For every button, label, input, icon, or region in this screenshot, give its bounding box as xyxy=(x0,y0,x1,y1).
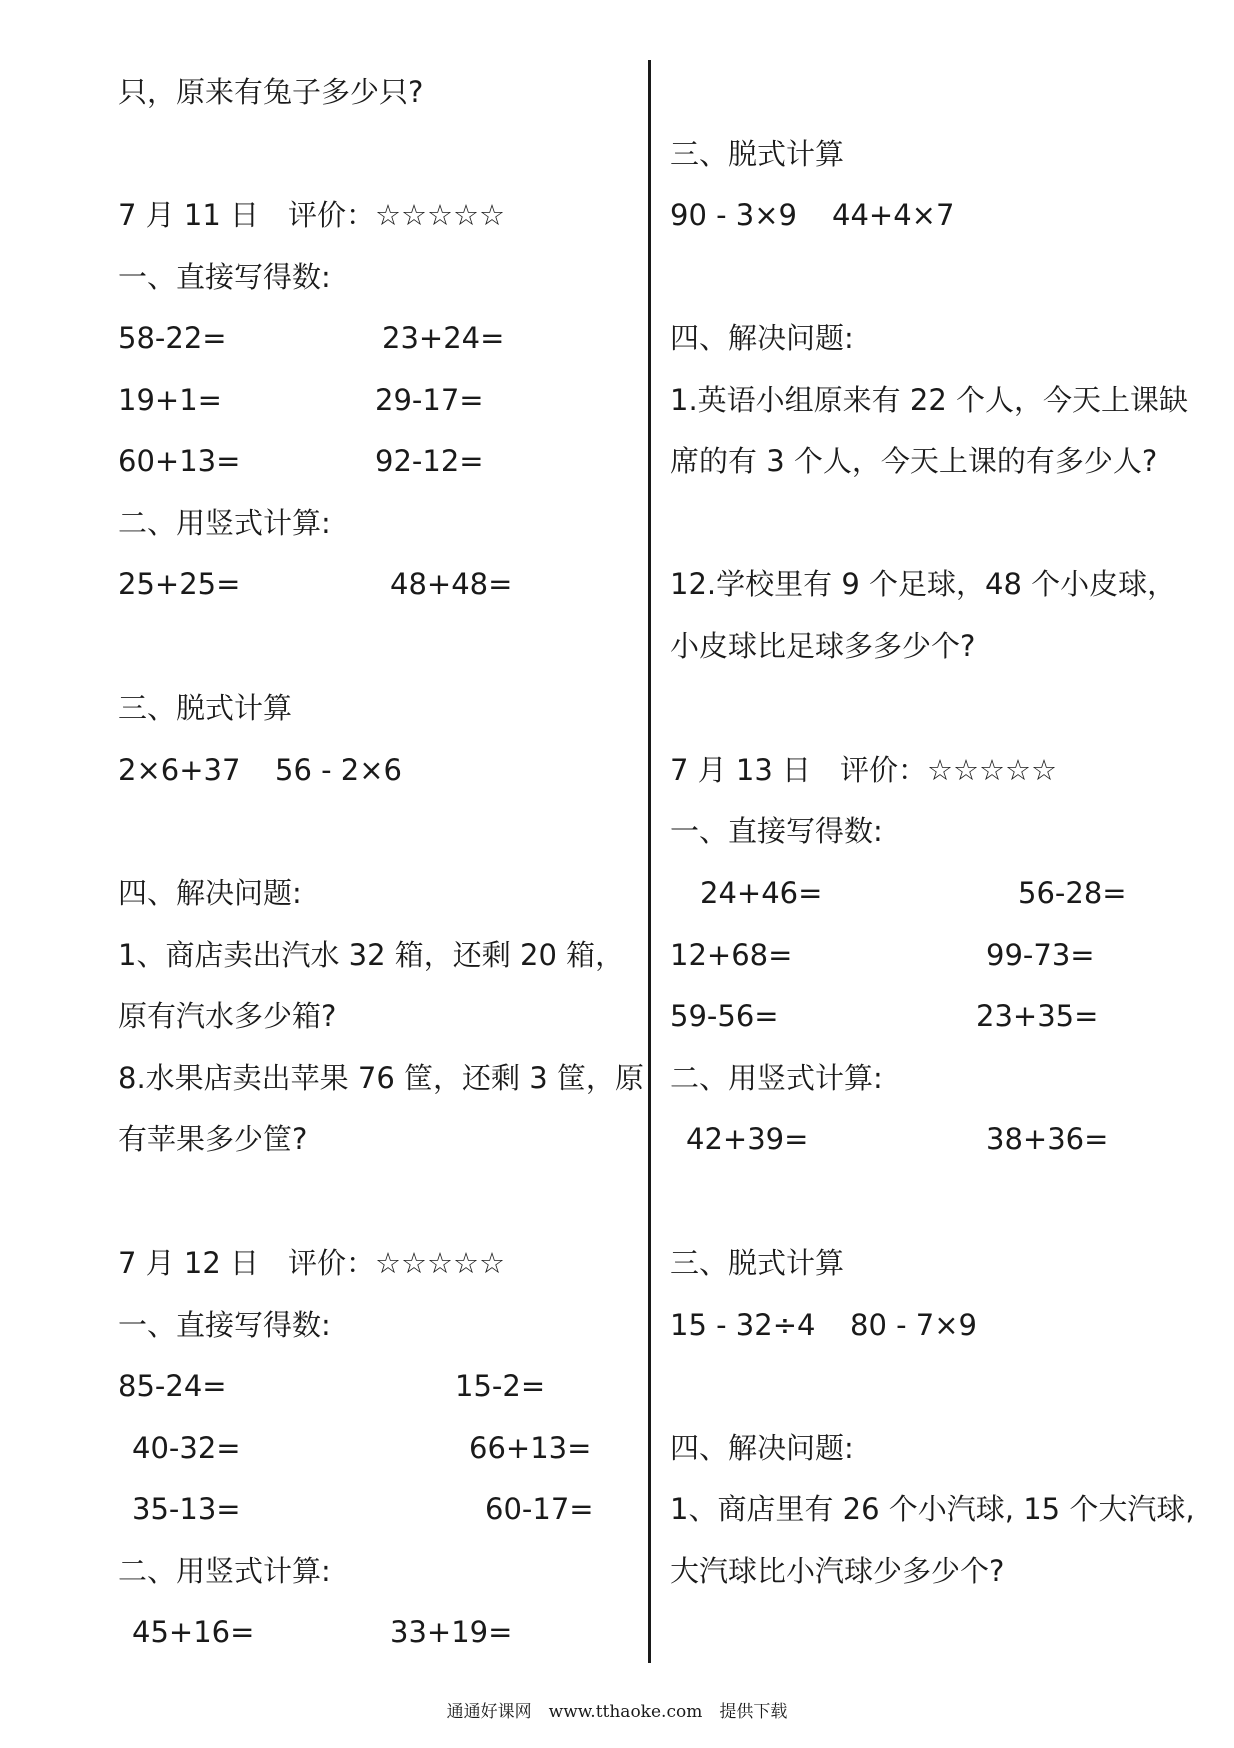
day-11-direct-1b: 23+24= xyxy=(382,321,505,355)
day-12-section-2-title: 二、用竖式计算: xyxy=(118,1554,331,1588)
day-12-section-3-title: 三、脱式计算 xyxy=(670,137,845,171)
day-13-direct-2b: 99-73= xyxy=(986,938,1095,972)
day-12-calc-1b: 44+4×7 xyxy=(832,198,955,232)
day-11-direct-2a: 19+1= xyxy=(118,383,222,417)
day-13-vertical-1b: 38+36= xyxy=(986,1122,1109,1156)
day-11-direct-3b: 92-12= xyxy=(375,444,484,478)
day-13-direct-3a: 59-56= xyxy=(670,999,779,1033)
day-12-problem-2-line-2: 小皮球比足球多多少个? xyxy=(670,629,976,663)
day-11-calc-1b: 56 - 2×6 xyxy=(275,753,403,787)
day-12-direct-3b: 60-17= xyxy=(485,1492,594,1526)
day-11-section-2-title: 二、用竖式计算: xyxy=(118,506,331,540)
day-12-section-1-title: 一、直接写得数: xyxy=(118,1308,331,1342)
day-11-problem-2-line-1: 8.水果店卖出苹果 76 筐，还剩 3 筐，原 xyxy=(118,1061,644,1095)
day-11-vertical-1a: 25+25= xyxy=(118,567,241,601)
day-11-vertical-1b: 48+48= xyxy=(390,567,513,601)
day-11-direct-2b: 29-17= xyxy=(375,383,484,417)
day-11-problem-1-line-1: 1、商店卖出汽水 32 箱，还剩 20 箱， xyxy=(118,938,625,972)
day-13-section-2-title: 二、用竖式计算: xyxy=(670,1061,883,1095)
day-11-section-4-title: 四、解决问题: xyxy=(118,876,302,910)
day-13-direct-1a: 24+46= xyxy=(700,876,823,910)
day-12-vertical-1a: 45+16= xyxy=(132,1615,255,1649)
day-11-problem-2-line-2: 有苹果多少筐? xyxy=(118,1122,308,1156)
day-12-problem-1-line-1: 1.英语小组原来有 22 个人，今天上课缺 xyxy=(670,383,1189,417)
day-11-section-1-title: 一、直接写得数: xyxy=(118,260,331,294)
day-12-problem-2-line-1: 12.学校里有 9 个足球，48 个小皮球， xyxy=(670,567,1177,601)
footer-credit: 通通好课网 www.tthaoke.com 提供下载 xyxy=(446,1702,788,1722)
column-divider xyxy=(648,60,651,1663)
day-13-section-1-title: 一、直接写得数: xyxy=(670,814,883,848)
day-12-direct-2a: 40-32= xyxy=(132,1431,241,1465)
day-11-section-3-title: 三、脱式计算 xyxy=(118,691,293,725)
day-12-vertical-1b: 33+19= xyxy=(390,1615,513,1649)
day-13-problem-1-line-2: 大汽球比小汽球少多少个? xyxy=(670,1554,1005,1588)
day-11-problem-1-line-2: 原有汽水多少箱? xyxy=(118,999,337,1033)
day-13-direct-3b: 23+35= xyxy=(976,999,1099,1033)
day-13-calc-1b: 80 - 7×9 xyxy=(850,1308,978,1342)
day-12-direct-2b: 66+13= xyxy=(469,1431,592,1465)
day-13-section-4-title: 四、解决问题: xyxy=(670,1431,854,1465)
day-11-direct-3a: 60+13= xyxy=(118,444,241,478)
day-12-problem-1-line-2: 席的有 3 个人，今天上课的有多少人? xyxy=(670,444,1158,478)
day-13-direct-2a: 12+68= xyxy=(670,938,793,972)
day-11-heading: 7 月 11 日 评价：☆☆☆☆☆ xyxy=(118,198,505,232)
day-12-calc-1a: 90 - 3×9 xyxy=(670,198,798,232)
day-13-vertical-1a: 42+39= xyxy=(686,1122,809,1156)
day-12-direct-1a: 85-24= xyxy=(118,1369,227,1403)
day-12-direct-1b: 15-2= xyxy=(455,1369,546,1403)
day-13-section-3-title: 三、脱式计算 xyxy=(670,1246,845,1280)
day-11-calc-1a: 2×6+37 xyxy=(118,753,241,787)
day-12-direct-3a: 35-13= xyxy=(132,1492,241,1526)
day-13-heading: 7 月 13 日 评价：☆☆☆☆☆ xyxy=(670,753,1057,787)
day-13-calc-1a: 15 - 32÷4 xyxy=(670,1308,816,1342)
day-13-problem-1-line-1: 1、商店里有 26 个小汽球, 15 个大汽球, xyxy=(670,1492,1195,1526)
day-12-section-4-title: 四、解决问题: xyxy=(670,321,854,355)
day-11-direct-1a: 58-22= xyxy=(118,321,227,355)
day-13-direct-1b: 56-28= xyxy=(1018,876,1127,910)
day-12-heading: 7 月 12 日 评价：☆☆☆☆☆ xyxy=(118,1246,505,1280)
intro-question-tail: 只，原来有兔子多少只? xyxy=(118,75,424,109)
